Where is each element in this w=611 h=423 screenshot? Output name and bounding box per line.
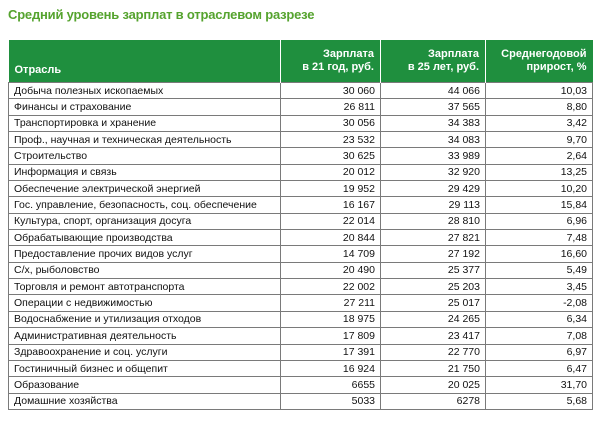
cell-growth: 13,25 [486,164,593,180]
cell-salary-21: 20 844 [281,230,381,246]
header-row [9,40,593,83]
table-row [9,295,593,311]
table-row [9,148,593,164]
cell-industry: Финансы и страхование [9,99,281,115]
cell-growth: 15,84 [486,197,593,213]
cell-industry: Домашние хозяйства [9,393,281,409]
header-salary-25-line2: в 25 лет, руб. [407,61,479,73]
cell-growth: 3,45 [486,279,593,295]
header-salary-25 [381,40,486,83]
cell-salary-25: 29 113 [381,197,486,213]
cell-salary-25: 20 025 [381,377,486,393]
table-row [9,328,593,344]
cell-growth: 8,80 [486,99,593,115]
table-row [9,377,593,393]
cell-salary-25: 29 429 [381,181,486,197]
cell-growth: 6,97 [486,344,593,360]
header-salary-21 [281,40,381,83]
table-row [9,230,593,246]
cell-industry: Обеспечение электрической энергией [9,181,281,197]
cell-growth: 6,47 [486,360,593,376]
cell-industry: Транспортировка и хранение [9,115,281,131]
cell-industry: Предоставление прочих видов услуг [9,246,281,262]
cell-salary-25: 27 192 [381,246,486,262]
cell-salary-21: 30 056 [281,115,381,131]
cell-salary-25: 22 770 [381,344,486,360]
cell-growth: 9,70 [486,132,593,148]
cell-growth: -2,08 [486,295,593,311]
cell-industry: Проф., научная и техническая деятельность [9,132,281,148]
table-row [9,181,593,197]
cell-industry: С/х, рыболовство [9,262,281,278]
cell-salary-21: 30 625 [281,148,381,164]
header-growth-line1: Среднегодовой [501,48,587,60]
header-growth-line2: прирост, % [526,61,587,73]
cell-growth: 6,96 [486,213,593,229]
cell-salary-21: 16 924 [281,360,381,376]
table-row [9,99,593,115]
cell-industry: Водоснабжение и утилизация отходов [9,311,281,327]
cell-salary-25: 37 565 [381,99,486,115]
cell-salary-25: 28 810 [381,213,486,229]
table-row [9,213,593,229]
cell-salary-21: 30 060 [281,83,381,99]
cell-growth: 3,42 [486,115,593,131]
cell-salary-25: 24 265 [381,311,486,327]
table-row [9,344,593,360]
table-row [9,393,593,409]
cell-industry: Культура, спорт, организация досуга [9,213,281,229]
header-salary-21-line2: в 21 год, руб. [302,61,374,73]
cell-salary-21: 17 809 [281,328,381,344]
cell-industry: Образование [9,377,281,393]
cell-salary-25: 32 920 [381,164,486,180]
table-header [9,40,593,83]
cell-salary-21: 22 002 [281,279,381,295]
cell-salary-21: 16 167 [281,197,381,213]
cell-salary-25: 21 750 [381,360,486,376]
cell-salary-25: 34 083 [381,132,486,148]
cell-industry: Торговля и ремонт автотранспорта [9,279,281,295]
header-industry-label: Отрасль [14,64,62,76]
cell-salary-25: 33 989 [381,148,486,164]
salary-table [8,40,593,410]
cell-industry: Добыча полезных ископаемых [9,83,281,99]
cell-growth: 7,48 [486,230,593,246]
cell-salary-21: 20 012 [281,164,381,180]
table-row [9,246,593,262]
cell-growth: 10,03 [486,83,593,99]
cell-growth: 5,49 [486,262,593,278]
cell-growth: 10,20 [486,181,593,197]
header-salary-25-line1: Зарплата [428,48,479,60]
table-row [9,279,593,295]
cell-industry: Гос. управление, безопасность, соц. обеспечение [9,197,281,213]
table-body [9,83,593,410]
cell-salary-25: 23 417 [381,328,486,344]
cell-salary-25: 25 203 [381,279,486,295]
cell-growth: 6,34 [486,311,593,327]
table-row [9,360,593,376]
header-industry [9,40,281,83]
cell-growth: 2,64 [486,148,593,164]
cell-industry: Здравоохранение и соц. услуги [9,344,281,360]
cell-growth: 5,68 [486,393,593,409]
cell-salary-25: 6278 [381,393,486,409]
cell-salary-21: 6655 [281,377,381,393]
cell-salary-21: 19 952 [281,181,381,197]
cell-salary-25: 34 383 [381,115,486,131]
cell-industry: Административная деятельность [9,328,281,344]
cell-industry: Информация и связь [9,164,281,180]
cell-salary-21: 14 709 [281,246,381,262]
table-row [9,262,593,278]
cell-salary-21: 17 391 [281,344,381,360]
cell-salary-25: 25 017 [381,295,486,311]
cell-salary-21: 20 490 [281,262,381,278]
cell-salary-21: 5033 [281,393,381,409]
cell-salary-25: 25 377 [381,262,486,278]
table-row [9,311,593,327]
table-row [9,83,593,99]
cell-industry: Операции с недвижимостью [9,295,281,311]
table-row [9,197,593,213]
header-salary-21-line1: Зарплата [323,48,374,60]
header-growth [486,40,593,83]
cell-salary-21: 27 211 [281,295,381,311]
cell-industry: Гостиничный бизнес и общепит [9,360,281,376]
table-row [9,132,593,148]
cell-salary-21: 26 811 [281,99,381,115]
table-row [9,115,593,131]
cell-growth: 31,70 [486,377,593,393]
cell-growth: 7,08 [486,328,593,344]
table-row [9,164,593,180]
cell-industry: Строительство [9,148,281,164]
cell-salary-25: 27 821 [381,230,486,246]
cell-industry: Обрабатывающие производства [9,230,281,246]
cell-salary-21: 18 975 [281,311,381,327]
cell-salary-21: 22 014 [281,213,381,229]
page-title: Средний уровень зарплат в отраслевом разрезе [8,7,315,22]
cell-growth: 16,60 [486,246,593,262]
cell-salary-25: 44 066 [381,83,486,99]
cell-salary-21: 23 532 [281,132,381,148]
